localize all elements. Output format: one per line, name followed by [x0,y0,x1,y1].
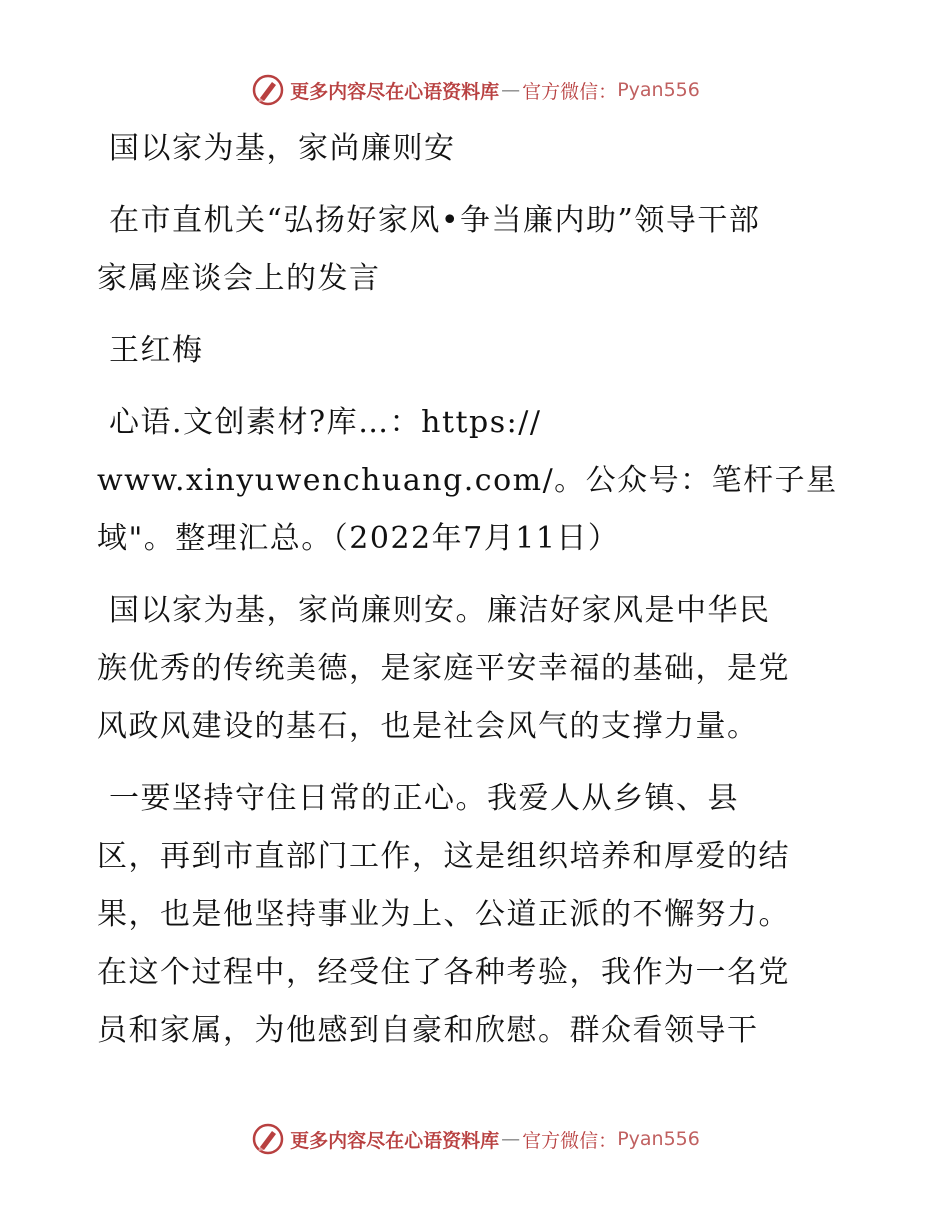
subtitle-line: 家属座谈会上的发言 [97,261,381,296]
author-name: 王红梅 [109,333,204,368]
banner-handle: Pyan556 [617,1128,700,1150]
pen-logo-icon [250,72,286,108]
paragraph-line: 在这个过程中，经受住了各种考验，我作为一名党 [97,955,790,990]
banner-main-text: 更多内容尽在心语资料库 [290,1129,500,1152]
banner-separator: — [501,79,521,101]
paragraph-line: 风政风建设的基石，也是社会风气的支撑力量。 [97,709,759,744]
paragraph-line: 区，再到市直部门工作，这是组织培养和厚爱的结 [97,839,790,874]
paragraph-line: 国以家为基，家尚廉则安。廉洁好家风是中华民 [109,593,771,628]
banner-label: 官方微信： [522,1129,618,1152]
source-line: 心语.文创素材?库…：https:// [109,405,542,440]
paragraph-line: 员和家属，为他感到自豪和欣慰。群众看领导干 [97,1013,759,1048]
banner-main-text: 更多内容尽在心语资料库 [290,80,500,103]
source-line: www.xinyuwenchuang.com/。公众号：笔杆子星 [97,463,838,498]
pen-logo-icon [250,1121,286,1157]
document-body [97,120,857,1060]
paragraph-line: 果，也是他坚持事业为上、公道正派的不懈努力。 [97,897,790,932]
source-line: 域"。整理汇总。（2022年7月11日） [97,521,620,556]
banner-handle: Pyan556 [617,79,700,101]
document-title: 国以家为基，家尚廉则安 [109,131,456,166]
subtitle-line: 在市直机关“弘扬好家风•争当廉内助”领导干部 [109,203,761,238]
paragraph-line: 族优秀的传统美德，是家庭平安幸福的基础，是党 [97,651,790,686]
header-banner [0,68,950,112]
footer-banner [0,1117,950,1161]
banner-separator: — [501,1128,521,1150]
banner-label: 官方微信： [522,80,618,103]
paragraph-line: 一要坚持守住日常的正心。我爱人从乡镇、县 [109,781,739,816]
